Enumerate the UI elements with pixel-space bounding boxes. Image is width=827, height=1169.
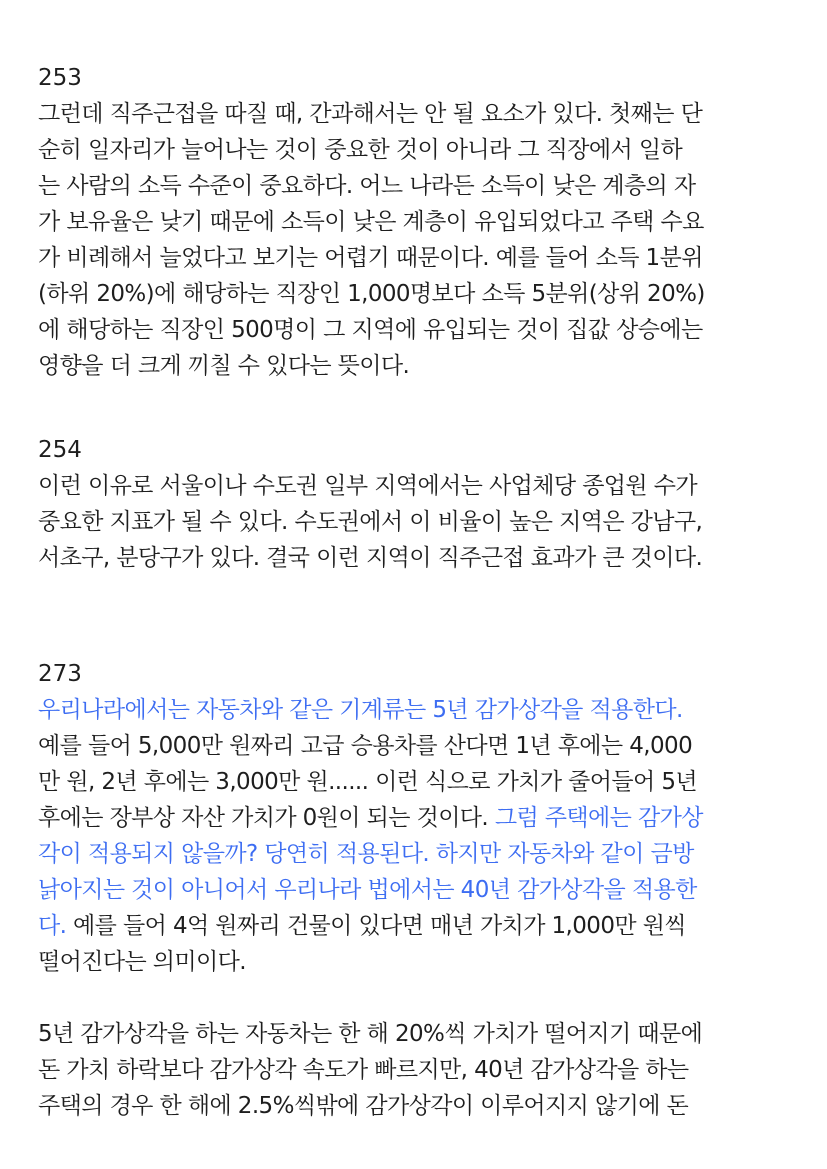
page-number: 253 [38,65,82,91]
blank-line [38,980,798,1016]
note-254 [38,432,798,576]
text-line: 영향을 더 크게 끼칠 수 있다는 뜻이다. [38,353,410,379]
highlighted-text: 우리나라에서는 자동차와 같은 기계류는 5년 감가상각을 적용한다. [38,697,683,723]
text-line: 그런데 직주근접을 따질 때, 간과해서는 안 될 요소가 있다. 첫째는 단 [38,101,703,127]
text-line: (하위 20%)에 해당하는 직장인 1,000명보다 소득 5분위(상위 20%) [38,281,705,307]
text-line [38,836,798,872]
note-253 [38,60,798,384]
text-line: 돈 가치 하락보다 감가상각 속도가 빠르지만, 40년 감가상각을 하는 [38,1057,689,1083]
text-line: 서초구, 분당구가 있다. 결국 이런 지역이 직주근접 효과가 큰 것이다. [38,545,703,571]
text-line: 다. 예를 들어 4억 원짜리 건물이 있다면 매년 가치가 1,000만 원씩 [38,913,686,939]
highlighted-text: 각이 적용되지 않을까? 당연히 적용된다. 하지만 자동차와 같이 금방 [38,841,694,867]
text-line: 가 비례해서 늘었다고 보기는 어렵기 때문이다. 예를 들어 소득 1분위 [38,245,703,271]
text-line: 후에는 장부상 자산 가치가 0원이 되는 것이다. 그럼 주택에는 감가상 [38,805,703,831]
text-line: 주택의 경우 한 해에 2.5%씩밖에 감가상각이 이루어지지 않기에 돈 [38,1093,689,1119]
text-line: 는 사람의 소득 수준이 중요하다. 어느 나라든 소득이 낮은 계층의 자 [38,173,696,199]
highlighted-text: 다. [38,913,67,939]
text-line: 만 원, 2년 후에는 3,000만 원...... 이런 식으로 가치가 줄어들어 5년 [38,769,697,795]
note-273 [38,656,798,1124]
page-number: 254 [38,437,82,463]
text-line: 떨어진다는 의미이다. [38,949,246,975]
text-line: 5년 감가상각을 하는 자동차는 한 해 20%씩 가치가 떨어지기 때문에 [38,1021,703,1047]
text-line: 에 해당하는 직장인 500명이 그 지역에 유입되는 것이 집값 상승에는 [38,317,703,343]
text-line [38,872,798,908]
text-line: 이런 이유로 서울이나 수도권 일부 지역에서는 사업체당 종업원 수가 [38,473,697,499]
text-line: 중요한 지표가 될 수 있다. 수도권에서 이 비율이 높은 지역은 강남구, [38,509,703,535]
text-line: 예를 들어 5,000만 원짜리 고급 승용차를 산다면 1년 후에는 4,000 [38,733,693,759]
highlighted-text: 낡아지는 것이 아니어서 우리나라 법에서는 40년 감가상각을 적용한 [38,877,697,903]
text-line [38,692,798,728]
text-line: 순히 일자리가 늘어나는 것이 중요한 것이 아니라 그 직장에서 일하 [38,137,683,163]
page-number: 273 [38,661,82,687]
highlighted-text: 그럼 주택에는 감가상 [494,805,703,831]
text-line: 가 보유율은 낮기 때문에 소득이 낮은 계층이 유입되었다고 주택 수요 [38,209,704,235]
